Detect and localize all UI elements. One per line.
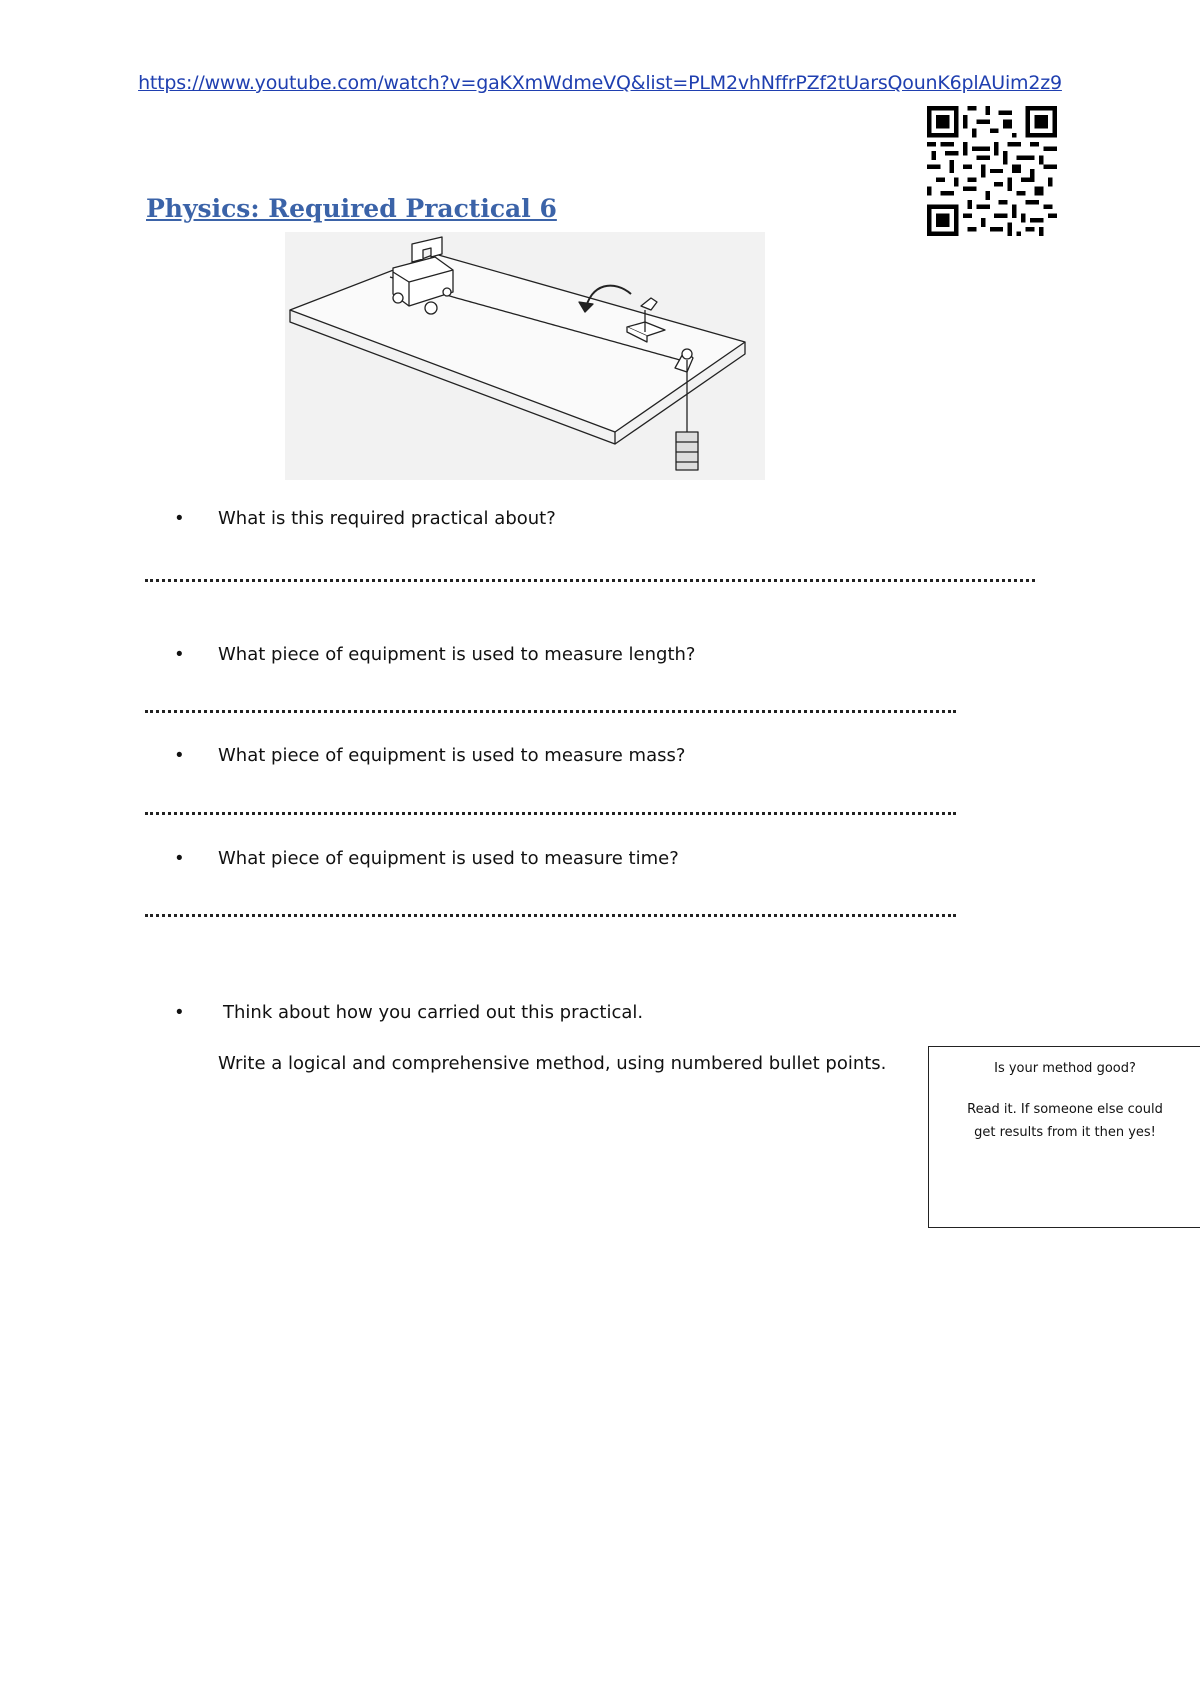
page-title: Physics: Required Practical 6	[146, 194, 557, 223]
bullet-marker: •	[176, 1002, 183, 1023]
answer-line[interactable]	[145, 812, 956, 815]
bullet-marker: •	[176, 745, 183, 766]
answer-line[interactable]	[145, 710, 956, 713]
hanging-mass	[676, 432, 698, 470]
tip-heading: Is your method good?	[994, 1061, 1136, 1076]
bullet-marker: •	[176, 644, 183, 665]
question-length-equipment: What piece of equipment is used to measure length?	[218, 644, 696, 665]
question-time-equipment: What piece of equipment is used to measure time?	[218, 848, 679, 869]
answer-line[interactable]	[145, 914, 956, 917]
answer-line[interactable]	[145, 579, 1035, 582]
bullet-marker: •	[176, 508, 183, 529]
question-mass-equipment: What piece of equipment is used to measure mass?	[218, 745, 686, 766]
bullet-marker: •	[176, 848, 183, 869]
method-tip-box	[928, 1046, 1200, 1228]
question-method: Think about how you carried out this practical.	[223, 1002, 644, 1023]
video-link[interactable]: https://www.youtube.com/watch?v=gaKXmWdmeVQ&list=PLM2vhNffrPZf2tUarsQounK6plAUim2z9	[138, 72, 1062, 94]
method-instruction: Write a logical and comprehensive method, using numbered bullet points.	[218, 1053, 887, 1074]
tip-body: Read it. If someone else could get results from it then yes!	[967, 1102, 1163, 1140]
trolley-pulley-weight-apparatus-illustration	[285, 232, 765, 480]
qr-code-icon	[927, 106, 1057, 236]
question-purpose: What is this required practical about?	[218, 508, 556, 529]
